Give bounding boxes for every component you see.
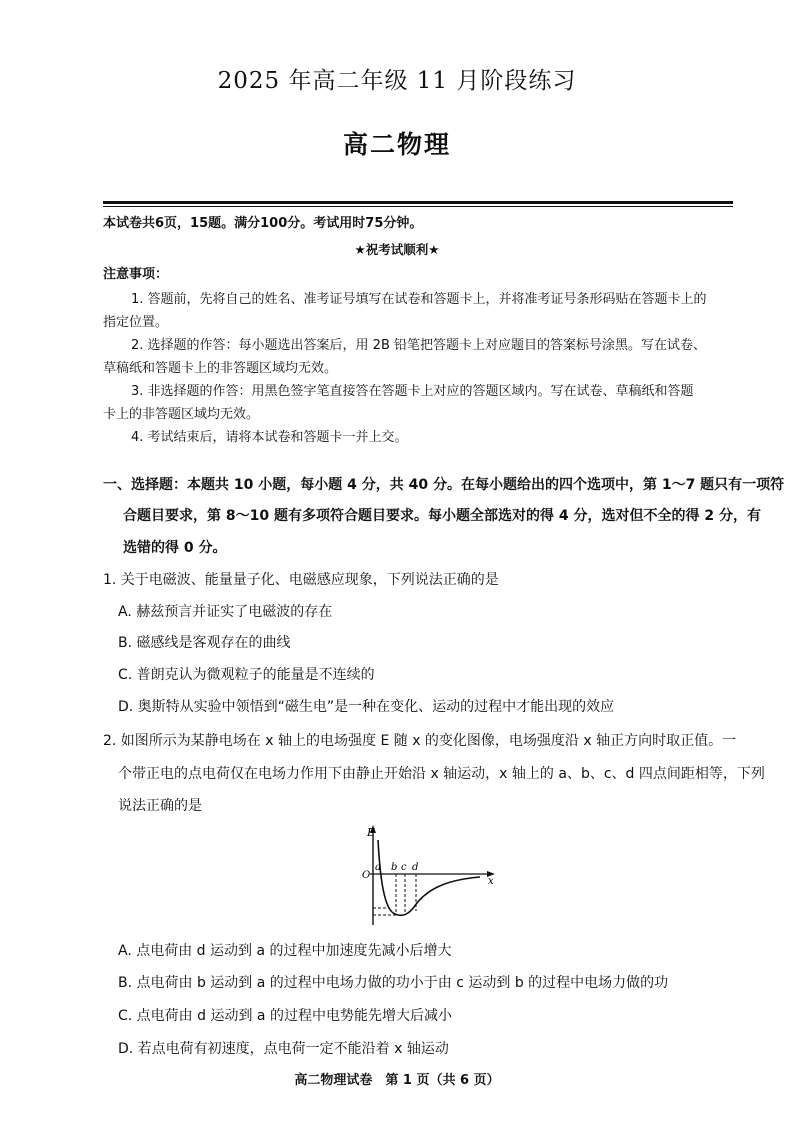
- y-axis-label: E: [367, 826, 376, 839]
- question-1-option-d: D. 奥斯特从实验中领悟到“磁生电”是一种在变化、运动的过程中才能出现的效应: [118, 699, 615, 715]
- question-2-stem-line: 说法正确的是: [118, 798, 202, 814]
- notice-line: 2. 选择题的作答：每小题选出答案后，用 2B 铅笔把答题卡上对应题目的答案标号涂黑。写在试卷、: [131, 338, 706, 353]
- section-instruction-line: 合题目要求，第 8～10 题有多项符合题目要求。每小题全部选对的得 4 分，选对但不全的得 2 分，有: [123, 508, 761, 524]
- field-curve: [378, 840, 480, 915]
- question-2-stem-line: 个带正电的点电荷仅在电场力作用下由静止开始沿 x 轴运动，x 轴上的 a、b、c、d 四点间距相等，下列: [118, 766, 765, 782]
- point-b-label: b: [391, 862, 398, 873]
- question-2-stem-line: 2. 如图所示为某静电场在 x 轴上的电场强度 E 随 x 的变化图像，电场强度沿 x 轴正方向时取正值。一: [103, 733, 737, 749]
- notice-line: 1. 答题前，先将自己的姓名、准考证号填写在试卷和答题卡上，并将准考证号条形码贴在答题卡上的: [131, 292, 707, 307]
- section-instruction-line: 选错的得 0 分。: [123, 540, 227, 556]
- notice-line: 4. 考试结束后，请将本试卷和答题卡一并上交。: [131, 430, 408, 445]
- exam-meta: 本试卷共6页，15题。满分100分。考试用时75分钟。: [103, 216, 423, 231]
- question-1-option-c: C. 普朗克认为微观粒子的能量是不连续的: [118, 667, 375, 683]
- exam-title: 2025 年高二年级 11 月阶段练习: [217, 68, 577, 94]
- question-1-option-a: A. 赫兹预言并证实了电磁波的存在: [118, 604, 333, 620]
- notice-line: 草稿纸和答题卡上的非答题区域均无效。: [103, 361, 338, 376]
- point-d-label: d: [412, 862, 419, 873]
- origin-label: O: [362, 870, 371, 881]
- section-instruction-line: 一、选择题：本题共 10 小题，每小题 4 分，共 40 分。在每小题给出的四个选项中，第 1～7 题只有一项符: [103, 477, 785, 493]
- header-rule-thick: [103, 201, 733, 204]
- question-2-option-d: D. 若点电荷有初速度，点电荷一定不能沿着 x 轴运动: [118, 1041, 449, 1057]
- question-2-option-c: C. 点电荷由 d 运动到 a 的过程中电势能先增大后减小: [118, 1008, 452, 1024]
- question-1-stem: 1. 关于电磁波、能量量子化、电磁感应现象，下列说法正确的是: [103, 572, 499, 588]
- notice-heading: 注意事项：: [103, 267, 169, 282]
- x-axis-label: x: [488, 876, 494, 887]
- header-rule-thin: [103, 206, 733, 207]
- notice-line: 卡上的非答题区域均无效。: [103, 407, 260, 422]
- subject-title: 高二物理: [342, 130, 451, 159]
- good-luck-banner: ★祝考试顺利★: [354, 242, 440, 257]
- notice-line: 3. 非选择题的作答：用黑色签字笔直接答在答题卡上对应的答题区域内。写在试卷、草稿纸和答题: [131, 384, 694, 399]
- point-c-label: c: [401, 862, 407, 873]
- question-1-option-b: B. 磁感线是客观存在的曲线: [118, 635, 291, 651]
- notice-line: 指定位置。: [103, 315, 169, 330]
- e-x-graph: [350, 822, 500, 927]
- point-a-label: a: [375, 862, 381, 873]
- question-2-option-a: A. 点电荷由 d 运动到 a 的过程中加速度先减小后增大: [118, 943, 452, 959]
- page-footer: 高二物理试卷 第 1 页（共 6 页）: [294, 1073, 500, 1088]
- question-2-option-b: B. 点电荷由 b 运动到 a 的过程中电场力做的功小于由 c 运动到 b 的过程中电场力做的功: [118, 975, 669, 991]
